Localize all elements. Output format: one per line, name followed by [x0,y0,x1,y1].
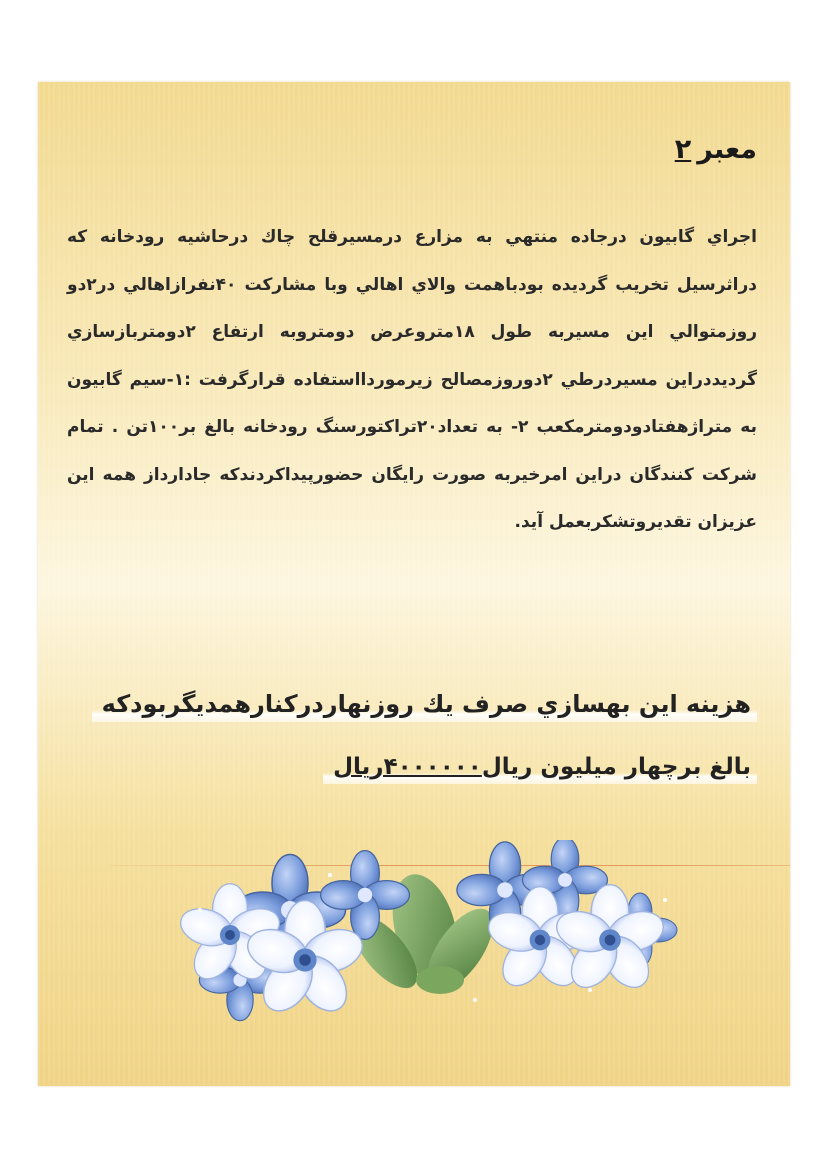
title-number: ۲ [674,134,692,165]
cost-line-1-text: هزينه اين بهسازي صرف يك روزنهاردركنارهمديگربودكه [92,690,757,722]
cost-line-2-text [323,754,757,784]
description-paragraph: اجراي گابيون درجاده منتهي به مزارع درمسيرقلح چاك درحاشيه رودخانه كه دراثرسيل تخريب گرديده بودباهمت والاي اهالي وبا مشاركت ۴۰نفرازاهالي در۲دو روزمتوالي اين مسيربه طول ۱۸متروعرض دومتروبه ارتفاع ۲دومتربازسازي گرديددراين مسيردرطي ۲دوروزمصالح زيرموردااستفاده قرارگرفت :۱-سيم گابيون به متراژهفتادودومترمكعب ۲- به تعداد۲۰تراكتورسنگ رودخانه بالغ بر۱۰۰تن . تمام شركت كنندگان دراين امرخيربه صورت رايگان حضورپيداكردندكه جادارداز همه اين عزيزان تقديروتشكربعمل آيد. [67,227,758,532]
cost-line-1 [67,690,757,722]
cost-currency: ريال [333,754,384,780]
cost-amount-value: ۴۰۰۰۰۰۰ [383,754,482,780]
flower-garland-icon [170,840,680,1030]
cost-prefix: بالغ برچهار ميليون ريال [481,754,751,780]
page-title [675,134,757,165]
cost-amount [333,754,482,780]
cost-line-2 [67,754,757,784]
title-text: معبر [697,134,757,165]
